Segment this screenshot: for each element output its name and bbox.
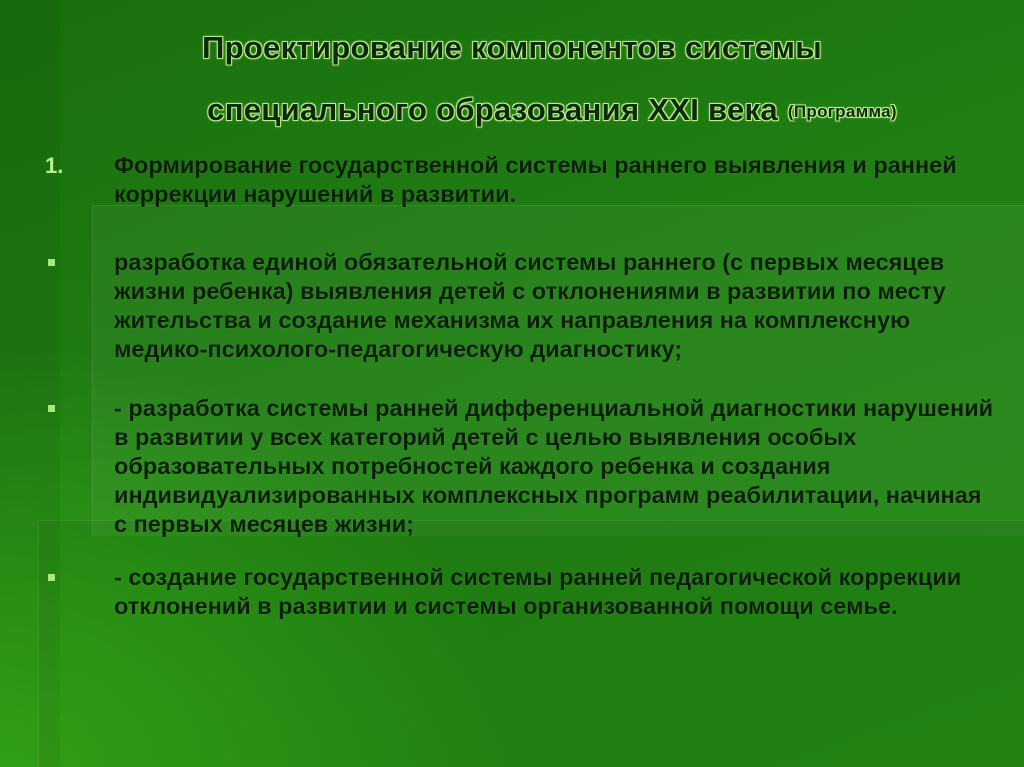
decorative-panel <box>38 520 1024 767</box>
list-item-main: Формирование государственной системы раннего выявления и ранней коррекции нарушений в развитии. <box>114 152 957 207</box>
list-item: - создание государственной системы ранней педагогической коррекции отклонений в развитии и системы организованной помощи семье. <box>114 564 962 619</box>
square-bullet-icon <box>48 405 55 412</box>
square-bullet-icon <box>48 259 55 266</box>
slide-title-text: специального образования XXI века <box>207 92 778 127</box>
list-item: - разработка системы ранней дифференциальной диагностики нарушений в развитии у всех категорий детей с целью выявления особых образовательных потребностей каждого ребенка и создания индивидуализированных комплексных программ реабилитации, начиная с первых месяцев жизни; <box>114 395 994 537</box>
list-number: 1. <box>45 153 64 178</box>
square-bullet-icon <box>48 574 55 581</box>
list-item: разработка единой обязательной системы раннего (с первых месяцев жизни ребенка) выявления детей с отклонениями в развитии по месту жительства и создание механизма их направления на комплексную медико-психолого-педагогическую диагностику; <box>114 249 946 362</box>
slide-title-line-2 <box>40 92 1024 128</box>
slide-title-line-1: Проектирование компонентов системы <box>202 30 822 65</box>
slide-subtitle: (Программа) <box>787 102 897 121</box>
